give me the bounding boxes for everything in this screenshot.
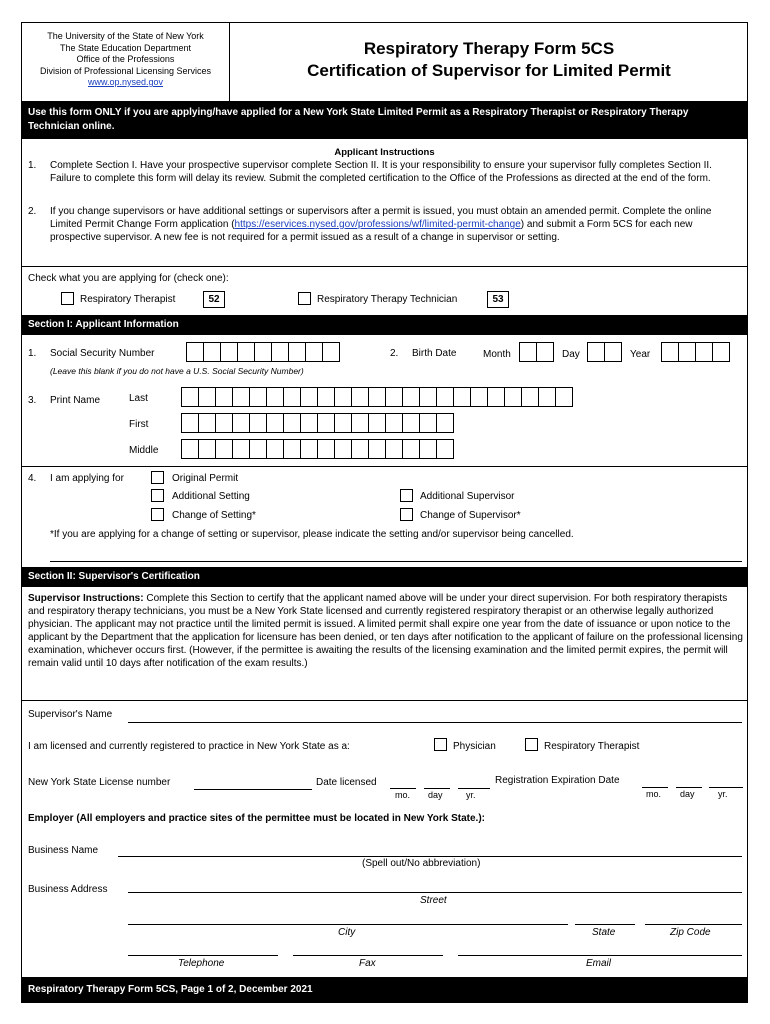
license-number-input[interactable] — [194, 789, 312, 790]
list-number: 4. — [28, 473, 37, 484]
org-block — [22, 23, 230, 101]
physician-checkbox[interactable] — [434, 738, 447, 751]
date-licensed-label: Date licensed — [316, 777, 377, 788]
checkbox-label: Respiratory Therapist — [80, 294, 176, 305]
fax-input[interactable] — [293, 955, 443, 956]
section-2-header: Section II: Supervisor's Certification — [22, 567, 747, 587]
list-number: 1. — [28, 348, 37, 359]
state-label: State — [592, 927, 616, 938]
org-url-link[interactable]: www.op.nysed.gov — [87, 77, 164, 87]
licensed-as-label: I am licensed and currently registered to practice in New York State as a: — [28, 741, 350, 752]
date-licensed-month-input[interactable] — [390, 788, 416, 789]
year-label: Year — [630, 349, 651, 360]
list-number: 2. — [28, 206, 37, 217]
reg-exp-month-input[interactable] — [642, 787, 668, 788]
birth-date-label: Birth Date — [412, 348, 457, 359]
month-label: Month — [483, 349, 511, 360]
business-address-label: Business Address — [28, 884, 108, 895]
license-number-label: New York State License number — [28, 777, 171, 788]
page-title: Respiratory Therapy Form 5CS Certification of Supervisor for Limited Permit — [307, 39, 671, 80]
instruction-1: Complete Section I. Have your prospective supervisor complete Section II. It is your responsibility to ensure your supervisor fully completes Section II. Failure to complete this form will delay its review. Submit the completed certification to the Office of the Professions as directed at the end of the form. — [50, 160, 712, 184]
supervisor-name-input[interactable] — [128, 722, 742, 723]
date-licensed-year-input[interactable] — [458, 788, 490, 789]
day-label: day — [680, 789, 695, 799]
divider — [22, 700, 747, 701]
reg-exp-year-input[interactable] — [709, 787, 743, 788]
business-name-label: Business Name — [28, 845, 99, 856]
city-label: City — [338, 927, 356, 938]
spell-out-note: (Spell out/No abbreviation) — [362, 858, 481, 869]
reg-expiration-label: Registration Expiration Date — [495, 775, 620, 786]
ssn-label: Social Security Number — [50, 348, 155, 359]
instruction-2: If you change supervisors or have additional settings or supervisors after a permit is issued, you must obtain an amended permit. Complete the online Limited Permit Change Form application (https://eservices.nysed.gov/professions/wf/limited-permit-change) and submit a Form 5CS for each new prospective supervisor. A new fee is not required for a permit issued as a result of a change in supervisor or setting. — [50, 206, 712, 243]
org-line: The University of the State of New York — [47, 31, 204, 41]
supervisor-name-label: Supervisor's Name — [28, 709, 113, 720]
cancelled-setting-input[interactable] — [50, 561, 742, 562]
checkbox-label: Physician — [453, 741, 496, 752]
org-line: Division of Professional Licensing Services — [39, 65, 212, 76]
divider — [22, 266, 747, 267]
telephone-input[interactable] — [128, 955, 278, 956]
print-name-label: Print Name — [50, 395, 101, 406]
birth-year-input[interactable] — [661, 342, 729, 362]
yr-label: yr. — [718, 789, 728, 799]
middle-name-input[interactable] — [181, 439, 453, 459]
divider — [22, 466, 747, 467]
street-input[interactable] — [128, 892, 742, 893]
section-1-header: Section I: Applicant Information — [22, 315, 747, 335]
day-label: Day — [562, 349, 580, 360]
check-one-label: Check what you are applying for (check one): — [28, 273, 229, 284]
last-name-input[interactable] — [181, 387, 572, 407]
footer-bar: Respiratory Therapy Form 5CS, Page 1 of 2, December 2021 — [22, 977, 747, 1002]
birth-month-input[interactable] — [519, 342, 553, 362]
change-of-setting-checkbox[interactable] — [151, 508, 164, 521]
yr-label: yr. — [466, 790, 476, 800]
additional-supervisor-checkbox[interactable] — [400, 489, 413, 502]
telephone-label: Telephone — [178, 958, 225, 969]
mo-label: mo. — [395, 790, 411, 800]
ssn-input[interactable] — [186, 342, 339, 362]
additional-setting-checkbox[interactable] — [151, 489, 164, 502]
instructions-heading: Applicant Instructions — [334, 147, 435, 158]
street-label: Street — [420, 895, 447, 906]
change-note: *If you are applying for a change of setting or supervisor, please indicate the setting and/or supervisor being cancelled. — [50, 529, 574, 540]
first-name-input[interactable] — [181, 413, 453, 433]
ssn-note: (Leave this blank if you do not have a U.S. Social Security Number) — [50, 366, 304, 376]
notice-bar: Use this form ONLY if you are applying/have applied for a New York State Limited Permit as a Respiratory Therapist or Respiratory Therapy Technician online. — [22, 101, 747, 139]
checkbox-label: Additional Setting — [172, 491, 250, 502]
code-box: 52 — [203, 291, 225, 308]
checkbox-label: Additional Supervisor — [420, 491, 515, 502]
code-box: 53 — [487, 291, 509, 308]
respiratory-therapy-technician-checkbox[interactable] — [298, 292, 311, 305]
org-line: The State Education Department — [59, 42, 192, 53]
resp-therapist-checkbox[interactable] — [525, 738, 538, 751]
zip-label: Zip Code — [670, 927, 711, 938]
checkbox-label: Change of Setting* — [172, 510, 256, 521]
list-number: 3. — [28, 395, 37, 406]
middle-name-label: Middle — [129, 445, 159, 456]
first-name-label: First — [129, 419, 149, 430]
limited-permit-change-link[interactable]: https://eservices.nysed.gov/professions/wf/limited-permit-change — [234, 219, 521, 230]
email-label: Email — [586, 958, 612, 969]
org-line: Office of the Professions — [76, 54, 175, 64]
state-input[interactable] — [575, 924, 635, 925]
fax-label: Fax — [359, 958, 376, 969]
supervisor-instructions: Supervisor Instructions: Complete this Section to certify that the applicant named above will be under your direct supervision. For both respiratory therapists and respiratory therapy technicians, you must be a New York State licensed and currently registered respiratory therapist or an otherwise legally authorized physician. The applicant may not practice until the limited permit is issued. A limited permit shall expire one year from the date of issuance or upon notice to the applicant by the Department that the application for licensure has been denied, or ten days after notification to the applicant of failure on the professional licensing examination, whichever occurs first. (However, if the permittee is awaiting the results of the licensing examination and the limited permit expires, the permit will remain valid until 10 days after notification of the exam results.) — [28, 593, 743, 669]
checkbox-label: Original Permit — [172, 473, 239, 484]
checkbox-label: Change of Supervisor* — [420, 510, 521, 521]
original-permit-checkbox[interactable] — [151, 471, 164, 484]
city-input[interactable] — [128, 924, 568, 925]
birth-day-input[interactable] — [587, 342, 621, 362]
list-number: 2. — [390, 348, 399, 359]
last-name-label: Last — [129, 393, 148, 404]
reg-exp-day-input[interactable] — [676, 787, 702, 788]
day-label: day — [428, 790, 443, 800]
mo-label: mo. — [646, 789, 662, 799]
respiratory-therapist-checkbox[interactable] — [61, 292, 74, 305]
applying-for-label: I am applying for — [50, 473, 124, 484]
list-number: 1. — [28, 160, 37, 171]
change-of-supervisor-checkbox[interactable] — [400, 508, 413, 521]
employer-heading: Employer (All employers and practice sites of the permittee must be located in New York State.): — [28, 813, 485, 824]
checkbox-label: Respiratory Therapist — [544, 741, 640, 752]
checkbox-label: Respiratory Therapy Technician — [317, 294, 458, 305]
email-input[interactable] — [458, 955, 742, 956]
date-licensed-day-input[interactable] — [424, 788, 450, 789]
zip-input[interactable] — [645, 924, 742, 925]
